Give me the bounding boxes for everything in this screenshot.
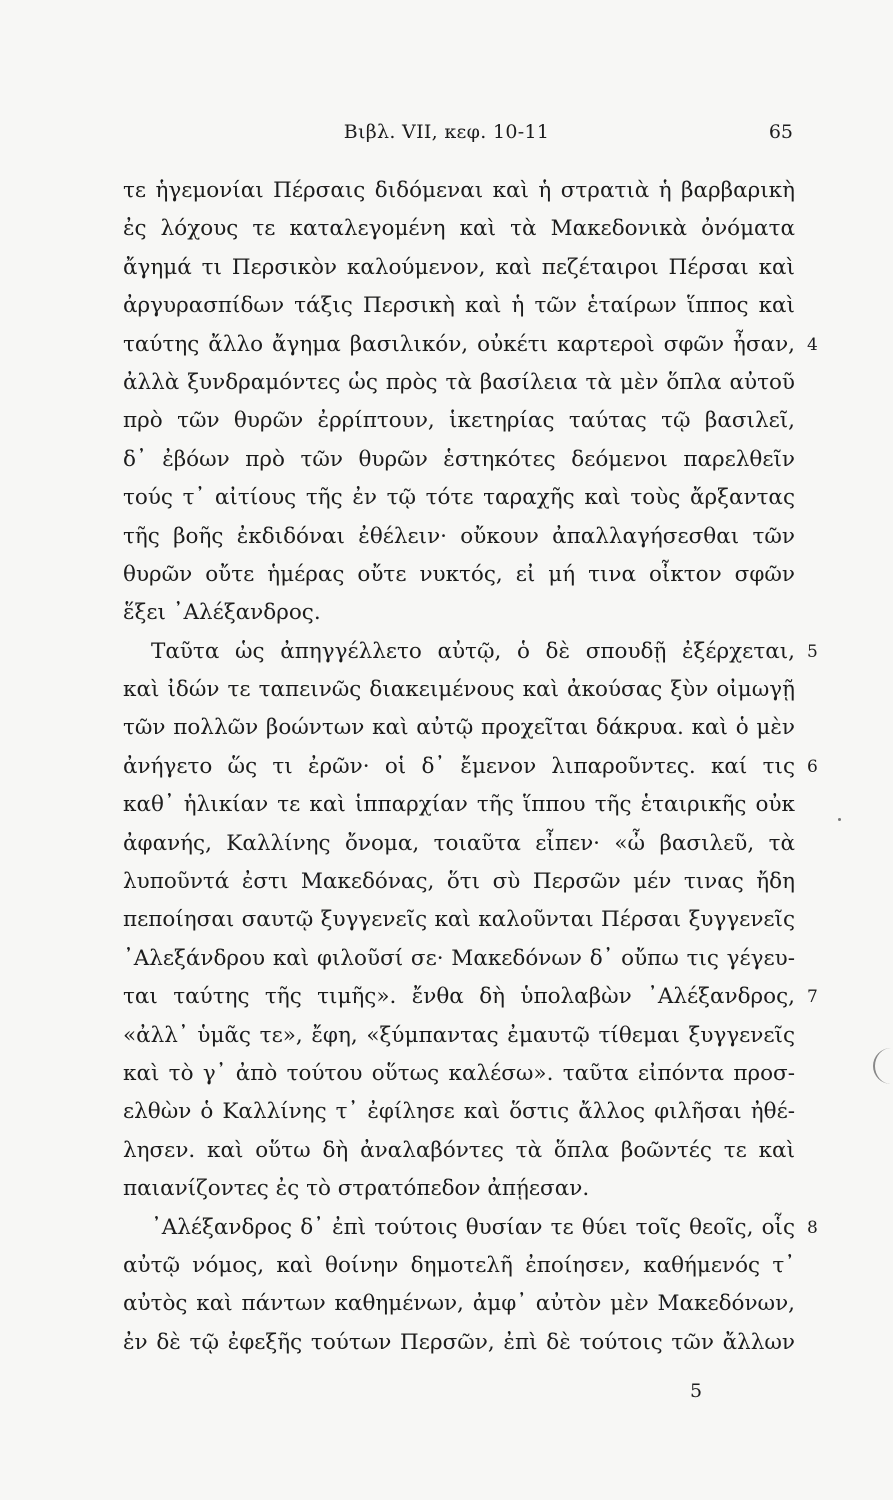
running-title: Βιβλ. VII, κεφ. 10-11 bbox=[343, 121, 550, 143]
text-line bbox=[123, 210, 795, 248]
line-text: ἀφανής, Καλλίνης ὄνομα, τοιαῦτα εἶπεν· «ὦ βασιλεῦ, τὰ bbox=[123, 830, 795, 856]
text-line bbox=[123, 1247, 795, 1285]
line-text: ται ταύτης τῆς τιμῆς». ἔνθα δὴ ὑπολαβὼν ᾿Αλέξανδρος, bbox=[123, 984, 795, 1010]
line-text: τούς τ᾽ αἰτίους τῆς ἐν τῷ τότε ταραχῆς καὶ τοὺς ἄρξαντας bbox=[123, 485, 795, 511]
text-line bbox=[123, 1055, 795, 1093]
text-line bbox=[123, 671, 795, 709]
text-line bbox=[123, 364, 795, 402]
section-number: 8 bbox=[807, 1217, 818, 1238]
text-line bbox=[123, 1132, 795, 1170]
line-text: ἄγημά τι Περσικὸν καλούμενον, καὶ πεζέταιροι Πέρσαι καὶ bbox=[123, 254, 795, 280]
text-line bbox=[123, 709, 795, 747]
line-text: τῶν πολλῶν βοώντων καὶ αὐτῷ προχεῖται δάκρυα. καὶ ὁ μὲν bbox=[123, 715, 795, 741]
text-line bbox=[123, 326, 818, 364]
line-text: καθ᾽ ἡλικίαν τε καὶ ἱππαρχίαν τῆς ἵππου τῆς ἑταιρικῆς οὐκ bbox=[123, 792, 795, 818]
section-number: 7 bbox=[807, 987, 818, 1008]
line-text: ἀργυρασπίδων τάξις Περσικὴ καὶ ἡ τῶν ἑταίρων ἵππος καὶ bbox=[123, 293, 795, 319]
line-text: αὐτῷ νόμος, καὶ θοίνην δημοτελῆ ἐποίησεν, καθήμενός τ᾽ bbox=[123, 1252, 795, 1278]
line-text: πρὸ τῶν θυρῶν ἐρρίπτουν, ἱκετηρίας ταύτας τῷ βασιλεῖ, bbox=[123, 408, 795, 434]
line-text: ἕξει ᾿Αλέξανδρος. bbox=[123, 600, 321, 626]
section-number: 5 bbox=[807, 641, 818, 662]
text-line bbox=[123, 287, 795, 325]
text-line bbox=[123, 556, 795, 594]
body-text bbox=[123, 172, 818, 1362]
line-text: δ᾽ ἐβόων πρὸ τῶν θυρῶν ἑστηκότες δεόμενοι παρελθεῖν bbox=[123, 446, 795, 472]
text-line bbox=[123, 479, 795, 517]
text-line bbox=[123, 901, 795, 939]
text-line bbox=[123, 402, 795, 440]
text-line bbox=[123, 441, 795, 479]
section-number: 4 bbox=[807, 334, 818, 355]
text-line bbox=[123, 518, 795, 556]
margin-dot bbox=[838, 818, 841, 821]
line-text: ἀνήγετο ὥς τι ἐρῶν· οἱ δ᾽ ἔμενον λιπαροῦντες. καί τις bbox=[123, 753, 795, 779]
line-text: καὶ ἰδών τε ταπεινῶς διακειμένους καὶ ἀκούσας ξὺν οἰμωγῇ bbox=[123, 677, 795, 703]
line-text: ἐν δὲ τῷ ἐφεξῆς τούτων Περσῶν, ἐπὶ δὲ τούτοις τῶν ἄλλων bbox=[123, 1329, 795, 1355]
signature-mark: 5 bbox=[690, 1380, 703, 1402]
line-text: ᾿Αλεξάνδρου καὶ φιλοῦσί σε· Μακεδόνων δ᾽ οὔπω τις γέγευ- bbox=[123, 945, 795, 971]
line-text: λυποῦντά ἐστι Μακεδόνας, ὅτι σὺ Περσῶν μέν τινας ἤδη bbox=[123, 869, 795, 895]
text-line bbox=[123, 1209, 818, 1247]
line-text: ελθὼν ὁ Καλλίνης τ᾽ ἐφίλησε καὶ ὅστις ἄλλος φιλῆσαι ἠθέ- bbox=[123, 1099, 795, 1125]
page-header bbox=[0, 121, 893, 151]
line-text: τῆς βοῆς ἐκδιδόναι ἐθέλειν· οὔκουν ἀπαλλαγήσεσθαι τῶν bbox=[123, 523, 795, 549]
text-line bbox=[123, 594, 795, 632]
text-line bbox=[123, 1093, 795, 1131]
line-text: ᾿Αλέξανδρος δ᾽ ἐπὶ τούτοις θυσίαν τε θύει τοῖς θεοῖς, οἷς bbox=[151, 1214, 795, 1240]
line-text: τε ἡγεμονίαι Πέρσαις διδόμεναι καὶ ἡ στρατιὰ ἡ βαρβαρικὴ bbox=[123, 178, 795, 203]
page-number: 65 bbox=[768, 121, 793, 143]
text-line bbox=[123, 1324, 795, 1362]
text-line bbox=[123, 1285, 795, 1323]
text-line bbox=[123, 978, 818, 1016]
line-text: ἐς λόχους τε καταλεγομένη καὶ τὰ Μακεδονικὰ ὀνόματα bbox=[123, 216, 795, 242]
line-text: θυρῶν οὔτε ἡμέρας οὔτε νυκτός, εἰ μή τινα οἶκτον σφῶν bbox=[123, 561, 795, 587]
line-text: Ταῦτα ὡς ἀπηγγέλλετο αὐτῷ, ὁ δὲ σπουδῇ ἐξέρχεται, bbox=[151, 638, 795, 664]
text-line bbox=[123, 1170, 795, 1208]
line-text: πεποίησαι σαυτῷ ξυγγενεῖς καὶ καλοῦνται Πέρσαι ξυγγενεῖς bbox=[123, 907, 795, 933]
text-line bbox=[123, 633, 818, 671]
text-line bbox=[123, 172, 795, 210]
line-text: ἀλλὰ ξυνδραμόντες ὡς πρὸς τὰ βασίλεια τὰ μὲν ὅπλα αὐτοῦ bbox=[123, 369, 795, 395]
text-line bbox=[123, 940, 795, 978]
text-line bbox=[123, 863, 795, 901]
text-line bbox=[123, 748, 818, 786]
line-text: ταύτης ἄλλο ἄγημα βασιλικόν, οὐκέτι καρτεροὶ σφῶν ἦσαν, bbox=[123, 331, 795, 357]
line-text: αὐτὸς καὶ πάντων καθημένων, ἀμφ᾽ αὐτὸν μὲν Μακεδόνων, bbox=[123, 1291, 795, 1317]
text-line bbox=[123, 786, 795, 824]
text-line bbox=[123, 1017, 795, 1055]
margin-bracket-mark bbox=[873, 1048, 893, 1084]
text-line bbox=[123, 249, 795, 287]
text-line bbox=[123, 825, 795, 863]
line-text: καὶ τὸ γ᾽ ἀπὸ τούτου οὕτως καλέσω». ταῦτα εἰπόντα προσ- bbox=[123, 1060, 795, 1086]
line-text: «ἀλλ᾽ ὑμᾶς τε», ἔφη, «ξύμπαντας ἐμαυτῷ τίθεμαι ξυγγενεῖς bbox=[123, 1022, 795, 1048]
section-number: 6 bbox=[807, 756, 818, 777]
line-text: παιανίζοντες ἐς τὸ στρατόπεδον ἀπῄεσαν. bbox=[123, 1176, 590, 1202]
line-text: λησεν. καὶ οὕτω δὴ ἀναλαβόντες τὰ ὅπλα βοῶντές τε καὶ bbox=[123, 1137, 795, 1163]
